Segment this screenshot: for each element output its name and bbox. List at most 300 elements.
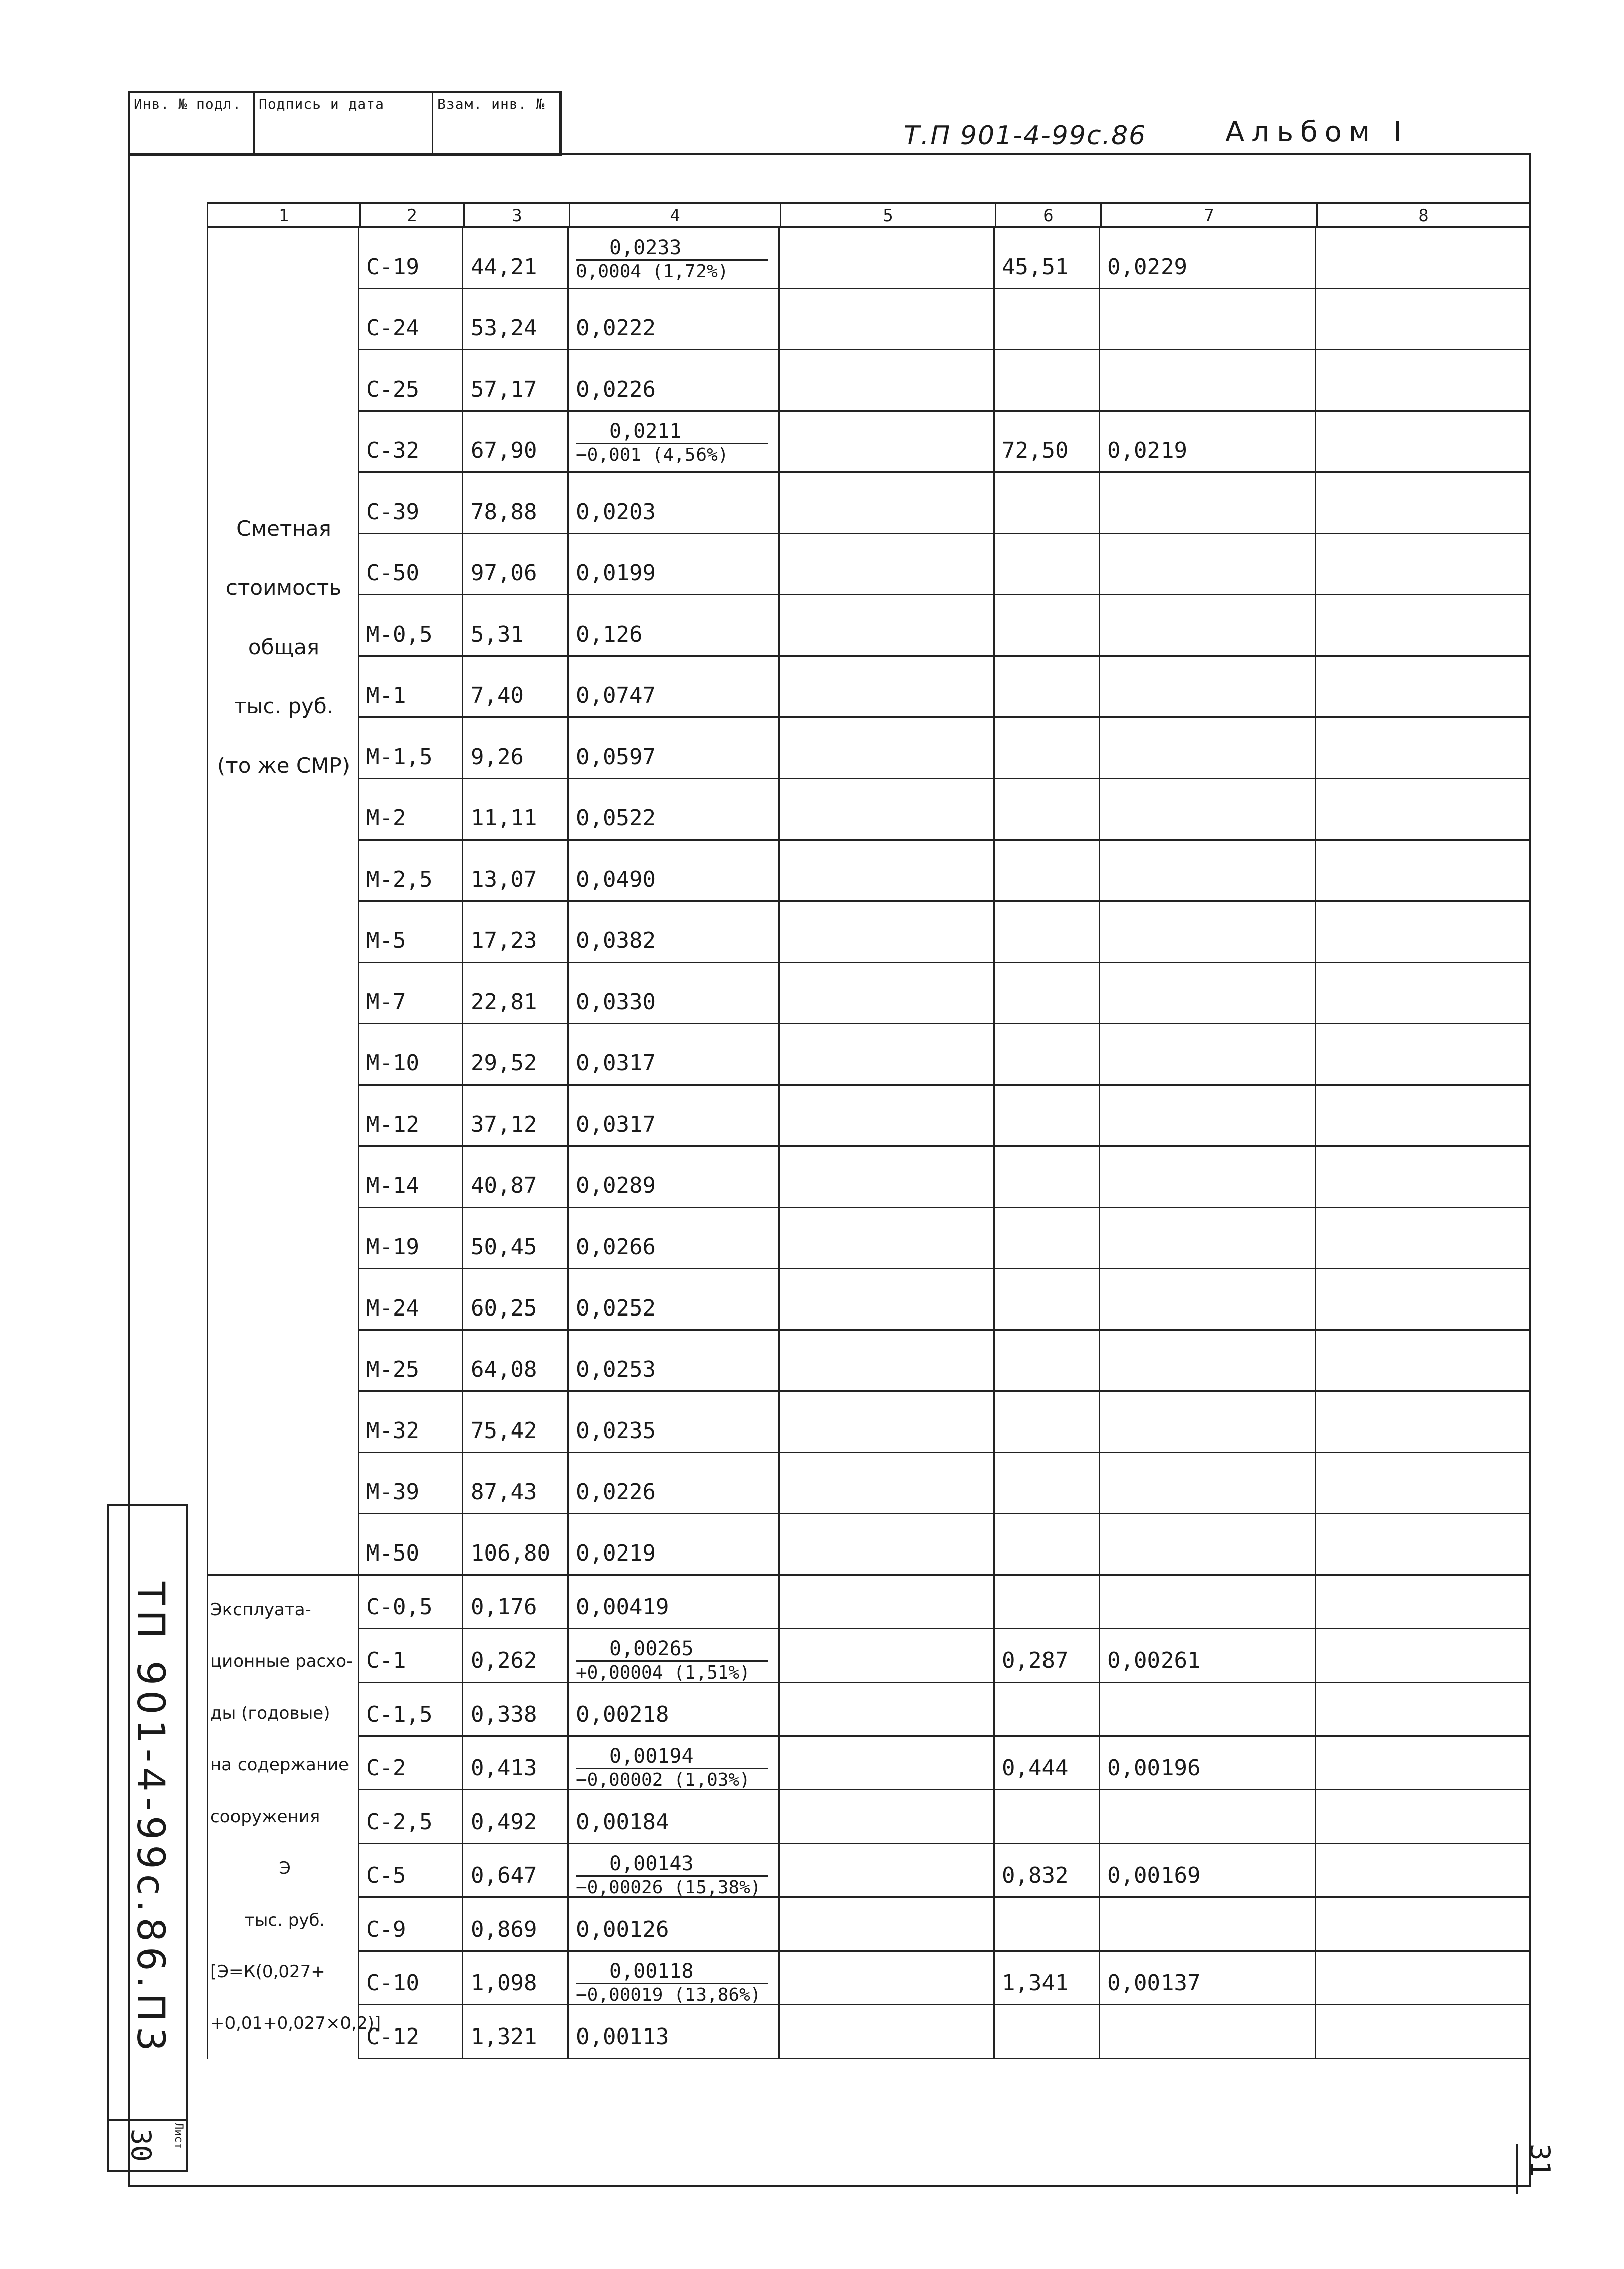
cell-value-v3: 64,08 xyxy=(471,1357,537,1382)
cell-value-v3: 60,25 xyxy=(471,1295,537,1321)
table-row xyxy=(358,1952,1529,2005)
table-cell-code xyxy=(358,1392,462,1452)
table-row xyxy=(358,902,1529,963)
cell-value-v4: 0,0199 xyxy=(576,560,656,586)
table-cell-v5 xyxy=(778,595,993,655)
table-cell-v7 xyxy=(1099,289,1315,349)
table-cell-v3 xyxy=(462,718,567,778)
table-cell-v4 xyxy=(567,1952,778,2004)
group-label-line: тыс. руб. xyxy=(244,1910,325,1930)
table-cell-v6 xyxy=(993,902,1099,962)
cell-value-v3: 5,31 xyxy=(471,622,524,647)
cell-value-v4: 0,0490 xyxy=(576,867,656,892)
table-cell-v5 xyxy=(778,1683,993,1735)
table-cell-code xyxy=(358,1952,462,2004)
table-cell-code xyxy=(358,1844,462,1896)
table-cell-v8 xyxy=(1315,1024,1529,1084)
cell-value-v6: 0,444 xyxy=(1002,1755,1069,1781)
table-cell-v5 xyxy=(778,902,993,962)
cell-value-v3: 11,11 xyxy=(471,805,537,831)
cell-value-code: С-19 xyxy=(366,254,419,280)
table-row xyxy=(358,1147,1529,1208)
table-cell-v5 xyxy=(778,350,993,410)
fraction-denominator: −0,00019 (13,86%) xyxy=(576,1985,761,2005)
table-cell-v6 xyxy=(993,1683,1099,1735)
cell-value-v6: 0,832 xyxy=(1002,1863,1069,1888)
cell-value-v7: 0,00261 xyxy=(1107,1648,1201,1674)
cell-value-code: С-0,5 xyxy=(366,1594,433,1620)
table-cell-v6 xyxy=(993,595,1099,655)
cell-value-code: М-0,5 xyxy=(366,622,433,647)
table-cell-code xyxy=(358,657,462,716)
table-cell-v5 xyxy=(778,289,993,349)
table-cell-v5 xyxy=(778,1629,993,1682)
table-cell-v3 xyxy=(462,534,567,594)
header-col-7: 7 xyxy=(1100,204,1316,228)
table-cell-v8 xyxy=(1315,1514,1529,1574)
cell-value-v3: 17,23 xyxy=(471,928,537,953)
table-cell-v5 xyxy=(778,1844,993,1896)
fraction-numerator: 0,00118 xyxy=(609,1960,694,1983)
table-cell-v7 xyxy=(1099,1208,1315,1268)
table-cell-v6 xyxy=(993,1392,1099,1452)
cell-value-code: М-2,5 xyxy=(366,867,433,892)
cell-value-code: С-39 xyxy=(366,499,419,525)
table-cell-v5 xyxy=(778,1208,993,1268)
cell-value-v3: 9,26 xyxy=(471,744,524,770)
cell-value-v4: 0,0222 xyxy=(576,315,656,341)
cell-value-code: С-1 xyxy=(366,1648,406,1674)
table-cell-v4 xyxy=(567,1086,778,1145)
table-row xyxy=(358,350,1529,412)
table-cell-code xyxy=(358,473,462,533)
header-col-8: 8 xyxy=(1316,204,1529,228)
cell-value-v3: 7,40 xyxy=(471,683,524,708)
cell-value-v4: 0,00113 xyxy=(576,2024,669,2050)
table-cell-v7 xyxy=(1099,657,1315,716)
table-cell-v4 xyxy=(567,779,778,839)
cell-value-v3: 0,338 xyxy=(471,1702,537,1727)
album-label: Альбом I xyxy=(1225,115,1409,148)
cell-value-v3: 0,647 xyxy=(471,1863,537,1888)
fraction-numerator: 0,0211 xyxy=(609,420,682,443)
table-cell-v7 xyxy=(1099,473,1315,533)
cell-value-v4: 0,0747 xyxy=(576,683,656,708)
table-cell-v4 xyxy=(567,1737,778,1789)
table-cell-v8 xyxy=(1315,1737,1529,1789)
fraction-bar xyxy=(576,1875,768,1877)
table-cell-v8 xyxy=(1315,1331,1529,1390)
table-cell-v4 xyxy=(567,963,778,1023)
table-cell-v3 xyxy=(462,1737,567,1789)
group-label-line: общая xyxy=(248,635,320,659)
cell-value-v3: 0,413 xyxy=(471,1755,537,1781)
table-cell-v8 xyxy=(1315,1790,1529,1843)
cell-value-v3: 57,17 xyxy=(471,377,537,402)
table-cell-v5 xyxy=(778,779,993,839)
cell-value-v3: 13,07 xyxy=(471,867,537,892)
group-label-line: ционные расхо- xyxy=(210,1651,353,1671)
table-row xyxy=(358,595,1529,657)
table-cell-v3 xyxy=(462,1576,567,1628)
cell-value-v4: 0,0252 xyxy=(576,1295,656,1321)
cell-value-v3: 0,492 xyxy=(471,1809,537,1835)
table-cell-code xyxy=(358,1737,462,1789)
table-cell-v4 xyxy=(567,1392,778,1452)
table-cell-v5 xyxy=(778,1898,993,1950)
cell-value-v4: 0,0203 xyxy=(576,499,656,525)
table-cell-v7 xyxy=(1099,1024,1315,1084)
table-cell-v8 xyxy=(1315,1392,1529,1452)
table-cell-v4 xyxy=(567,1331,778,1390)
table-cell-v8 xyxy=(1315,1629,1529,1682)
cell-value-v6: 45,51 xyxy=(1002,254,1069,280)
group-label-line: стоимость xyxy=(225,575,342,600)
table-cell-v5 xyxy=(778,963,993,1023)
table-cell-v8 xyxy=(1315,841,1529,900)
table-cell-v8 xyxy=(1315,963,1529,1023)
page-number: 31 xyxy=(1516,2144,1556,2194)
table-cell-v8 xyxy=(1315,902,1529,962)
table-cell-v4 xyxy=(567,1844,778,1896)
table-cell-v7 xyxy=(1099,1514,1315,1574)
cell-value-code: С-10 xyxy=(366,1970,419,1996)
table-cell-code xyxy=(358,1086,462,1145)
table-cell-v8 xyxy=(1315,779,1529,839)
table-cell-v3 xyxy=(462,289,567,349)
table-cell-code xyxy=(358,1683,462,1735)
group-label-line: тыс. руб. xyxy=(234,694,334,719)
table-cell-v4 xyxy=(567,1576,778,1628)
fraction-numerator: 0,00194 xyxy=(609,1745,694,1768)
table-cell-v3 xyxy=(462,1683,567,1735)
table-cell-code xyxy=(358,1514,462,1574)
table-cell-v3 xyxy=(462,2005,567,2058)
table-cell-v4 xyxy=(567,350,778,410)
table-cell-v7 xyxy=(1099,2005,1315,2058)
cell-value-code: М-24 xyxy=(366,1295,419,1321)
table-cell-code xyxy=(358,1790,462,1843)
table-cell-v6 xyxy=(993,1453,1099,1513)
table-cell-v7 xyxy=(1099,779,1315,839)
cell-value-v6: 1,341 xyxy=(1002,1970,1069,1996)
group-label-line: Сметная xyxy=(236,516,331,541)
cell-value-code: С-50 xyxy=(366,560,419,586)
fraction-bar xyxy=(576,1660,768,1662)
table-cell-v4 xyxy=(567,1269,778,1329)
cell-value-v7: 0,0219 xyxy=(1107,438,1187,463)
cell-value-v4: 0,00184 xyxy=(576,1809,669,1835)
table-cell-v7 xyxy=(1099,1147,1315,1207)
table-cell-v6 xyxy=(993,350,1099,410)
table-cell-v4 xyxy=(567,1208,778,1268)
table-cell-v5 xyxy=(778,1086,993,1145)
group-label-line: на содержание xyxy=(210,1755,350,1775)
group-label-line: ды (годовые) xyxy=(210,1703,330,1723)
table-cell-v4 xyxy=(567,534,778,594)
cell-value-v3: 44,21 xyxy=(471,254,537,280)
cell-value-v3: 75,42 xyxy=(471,1418,537,1444)
table-cell-v6 xyxy=(993,2005,1099,2058)
table-cell-v6 xyxy=(993,1147,1099,1207)
table-cell-code xyxy=(358,902,462,962)
cell-value-v3: 40,87 xyxy=(471,1173,537,1199)
table-cell-v3 xyxy=(462,963,567,1023)
table-cell-v6 xyxy=(993,1898,1099,1950)
table-cell-v6 xyxy=(993,718,1099,778)
table-row xyxy=(358,412,1529,473)
table-cell-code xyxy=(358,1576,462,1628)
group-label-line: +0,01+0,027×0,2)] xyxy=(210,2013,381,2034)
table-cell-v8 xyxy=(1315,473,1529,533)
table-cell-v8 xyxy=(1315,1453,1529,1513)
table-cell-v7 xyxy=(1099,1086,1315,1145)
table-cell-v7 xyxy=(1099,1737,1315,1789)
table-cell-v7 xyxy=(1099,1269,1315,1329)
group-label-estimate xyxy=(207,228,358,1576)
cell-value-code: М-5 xyxy=(366,928,406,953)
table-cell-v3 xyxy=(462,841,567,900)
table-cell-v5 xyxy=(778,1737,993,1789)
table-cell-code xyxy=(358,1453,462,1513)
table-cell-code xyxy=(358,841,462,900)
table-cell-v3 xyxy=(462,1952,567,2004)
cell-value-code: М-7 xyxy=(366,989,406,1015)
table-cell-v6 xyxy=(993,779,1099,839)
cell-value-v3: 1,321 xyxy=(471,2024,537,2050)
table-cell-v6 xyxy=(993,1790,1099,1843)
cell-value-code: С-32 xyxy=(366,438,419,463)
cell-value-v4: 0,0597 xyxy=(576,744,656,770)
cell-value-v4: 0,0522 xyxy=(576,805,656,831)
header-col-1: 1 xyxy=(207,204,359,228)
group-label-line: (то же СМР) xyxy=(217,753,351,778)
table-cell-v5 xyxy=(778,1790,993,1843)
table-cell-v4 xyxy=(567,1147,778,1207)
table-cell-v4 xyxy=(567,1898,778,1950)
table-cell-v7 xyxy=(1099,1952,1315,2004)
table-row xyxy=(358,1576,1529,1629)
table-cell-v5 xyxy=(778,412,993,471)
table-cell-v7 xyxy=(1099,841,1315,900)
table-cell-code xyxy=(358,779,462,839)
cell-value-v7: 0,00169 xyxy=(1107,1863,1201,1888)
cell-value-v4: 0,00419 xyxy=(576,1594,669,1620)
table-cell-v3 xyxy=(462,1898,567,1950)
fraction-bar xyxy=(576,1983,768,1984)
cell-value-code: М-32 xyxy=(366,1418,419,1444)
table-cell-v8 xyxy=(1315,350,1529,410)
table-cell-v3 xyxy=(462,1331,567,1390)
table-cell-v7 xyxy=(1099,718,1315,778)
stamp-cell-inventory xyxy=(128,91,255,156)
table-cell-v6 xyxy=(993,1952,1099,2004)
table-cell-v5 xyxy=(778,228,993,288)
table-cell-v6 xyxy=(993,1629,1099,1682)
table-cell-code xyxy=(358,1331,462,1390)
cell-value-v3: 87,43 xyxy=(471,1479,537,1505)
fraction-bar xyxy=(576,1768,768,1769)
table-row xyxy=(358,779,1529,841)
table-row xyxy=(358,1392,1529,1453)
frame-right-line xyxy=(1529,153,1531,2187)
table-cell-v7 xyxy=(1099,963,1315,1023)
cell-value-v4: 0,126 xyxy=(576,622,643,647)
cell-value-code: М-50 xyxy=(366,1540,419,1566)
fraction-numerator: 0,00265 xyxy=(609,1637,694,1660)
cell-value-v3: 0,176 xyxy=(471,1594,537,1620)
cell-value-v7: 0,0229 xyxy=(1107,254,1187,280)
table-cell-v8 xyxy=(1315,718,1529,778)
table-cell-v4 xyxy=(567,1629,778,1682)
table-row xyxy=(358,1331,1529,1392)
fraction-denominator: +0,00004 (1,51%) xyxy=(576,1662,750,1683)
table-row xyxy=(358,1844,1529,1898)
table-cell-v6 xyxy=(993,1737,1099,1789)
table-cell-v5 xyxy=(778,473,993,533)
cell-value-code: М-1 xyxy=(366,683,406,708)
document-code: Т.П 901-4-99с.86 xyxy=(904,121,1147,151)
table-cell-v3 xyxy=(462,595,567,655)
table-row xyxy=(358,534,1529,595)
table-cell-v7 xyxy=(1099,228,1315,288)
cell-value-code: С-5 xyxy=(366,1863,406,1888)
table-row xyxy=(358,963,1529,1024)
group-label-line: Эксплуата- xyxy=(210,1600,311,1620)
table-row xyxy=(358,1790,1529,1844)
cell-value-code: С-1,5 xyxy=(366,1702,433,1727)
table-cell-code xyxy=(358,963,462,1023)
table-row xyxy=(358,1453,1529,1514)
cell-value-v4: 0,0253 xyxy=(576,1357,656,1382)
table-cell-v4 xyxy=(567,289,778,349)
table-cell-code xyxy=(358,1269,462,1329)
table-cell-v7 xyxy=(1099,1629,1315,1682)
table-cell-v6 xyxy=(993,1331,1099,1390)
table-row xyxy=(358,1898,1529,1952)
table-cell-v5 xyxy=(778,1392,993,1452)
table-cell-v5 xyxy=(778,1024,993,1084)
header-col-5: 5 xyxy=(780,204,995,228)
table-cell-v3 xyxy=(462,1392,567,1452)
table-cell-v8 xyxy=(1315,1898,1529,1950)
cell-value-v3: 97,06 xyxy=(471,560,537,586)
table-cell-code xyxy=(358,595,462,655)
table-cell-code xyxy=(358,228,462,288)
table-cell-code xyxy=(358,1629,462,1682)
table-cell-v7 xyxy=(1099,534,1315,594)
cell-value-v6: 0,287 xyxy=(1002,1648,1069,1674)
table-row xyxy=(358,473,1529,534)
table-cell-code xyxy=(358,1024,462,1084)
table-row xyxy=(358,1024,1529,1086)
table-cell-v7 xyxy=(1099,1331,1315,1390)
title-strip-code: ТП 901-4-99с.86.П3 xyxy=(129,1582,173,2057)
stamp-label-signature: Подпись и дата xyxy=(259,96,385,112)
table-cell-v7 xyxy=(1099,1790,1315,1843)
table-cell-v6 xyxy=(993,1514,1099,1574)
table-cell-v5 xyxy=(778,1952,993,2004)
table-cell-v4 xyxy=(567,1790,778,1843)
table-row xyxy=(358,228,1529,289)
table-cell-v3 xyxy=(462,902,567,962)
table-row xyxy=(358,657,1529,718)
table-cell-v4 xyxy=(567,657,778,716)
group-label-line: [Э=К(0,027+ xyxy=(210,1962,325,1982)
table-cell-v8 xyxy=(1315,1147,1529,1207)
table-cell-v5 xyxy=(778,1453,993,1513)
table-cell-v4 xyxy=(567,1514,778,1574)
cell-value-code: С-2 xyxy=(366,1755,406,1781)
table-cell-v4 xyxy=(567,2005,778,2058)
table-cell-v8 xyxy=(1315,2005,1529,2058)
table-cell-v8 xyxy=(1315,1576,1529,1628)
table-cell-v3 xyxy=(462,473,567,533)
sheet-number: 30 xyxy=(125,2129,157,2162)
table-cell-v3 xyxy=(462,228,567,288)
cell-value-v4: 0,0289 xyxy=(576,1173,656,1199)
table-cell-v3 xyxy=(462,1024,567,1084)
table-row xyxy=(358,1269,1529,1331)
table-cell-v7 xyxy=(1099,1898,1315,1950)
fraction-numerator: 0,00143 xyxy=(609,1852,694,1875)
table-cell-v5 xyxy=(778,1514,993,1574)
frame-top-line xyxy=(128,153,1529,155)
cell-value-v3: 37,12 xyxy=(471,1112,537,1137)
table-cell-v3 xyxy=(462,657,567,716)
table-cell-v8 xyxy=(1315,534,1529,594)
table-cell-v8 xyxy=(1315,1844,1529,1896)
table-cell-code xyxy=(358,1208,462,1268)
header-col-3: 3 xyxy=(463,204,569,228)
table-cell-v8 xyxy=(1315,1683,1529,1735)
table-row xyxy=(358,1683,1529,1737)
cell-value-code: М-1,5 xyxy=(366,744,433,770)
table-cell-v8 xyxy=(1315,595,1529,655)
sheet-label: Лист xyxy=(172,2123,185,2149)
table-cell-v5 xyxy=(778,1331,993,1390)
table-cell-v8 xyxy=(1315,1269,1529,1329)
table-cell-code xyxy=(358,289,462,349)
cell-value-v6: 72,50 xyxy=(1002,438,1069,463)
cell-value-code: С-24 xyxy=(366,315,419,341)
cell-value-code: С-2,5 xyxy=(366,1809,433,1835)
table-cell-v3 xyxy=(462,1790,567,1843)
table-cell-v7 xyxy=(1099,1844,1315,1896)
table-cell-v4 xyxy=(567,1024,778,1084)
cell-value-v3: 22,81 xyxy=(471,989,537,1015)
table-cell-v8 xyxy=(1315,289,1529,349)
cell-value-v3: 1,098 xyxy=(471,1970,537,1996)
cell-value-code: М-10 xyxy=(366,1050,419,1076)
table-header xyxy=(207,202,1529,228)
cell-value-v3: 0,869 xyxy=(471,1917,537,1942)
table-cell-v5 xyxy=(778,1147,993,1207)
table-cell-v4 xyxy=(567,1683,778,1735)
table-cell-v8 xyxy=(1315,228,1529,288)
cell-value-v3: 106,80 xyxy=(471,1540,550,1566)
cell-value-code: М-2 xyxy=(366,805,406,831)
approval-stamp xyxy=(128,91,561,156)
group-label-line: сооружения xyxy=(210,1807,320,1827)
table-cell-code xyxy=(358,412,462,471)
table-cell-v7 xyxy=(1099,1453,1315,1513)
header-col-2: 2 xyxy=(359,204,463,228)
fraction-denominator: −0,00026 (15,38%) xyxy=(576,1877,761,1898)
table-cell-v3 xyxy=(462,1453,567,1513)
stamp-cell-replace xyxy=(432,91,561,156)
cell-value-v4: 0,0382 xyxy=(576,928,656,953)
